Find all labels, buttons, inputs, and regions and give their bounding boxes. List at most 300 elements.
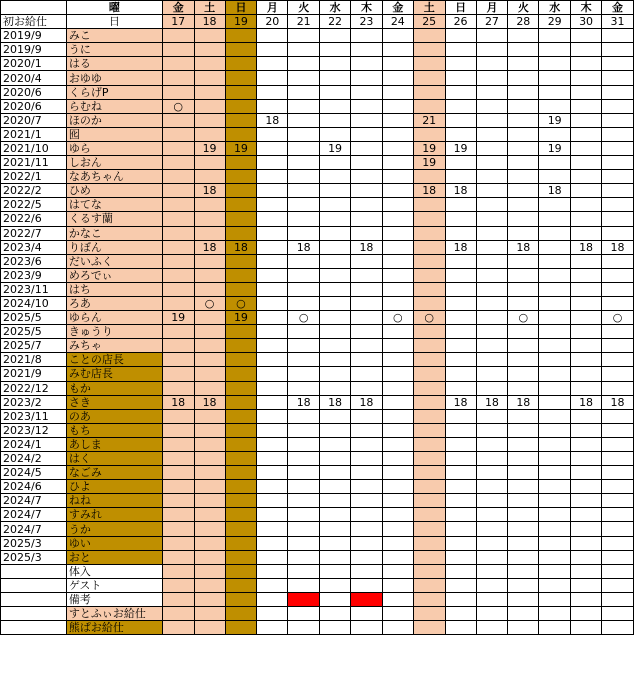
schedule-cell[interactable] — [445, 466, 476, 480]
schedule-cell[interactable] — [476, 29, 508, 43]
schedule-cell[interactable] — [602, 57, 634, 71]
schedule-cell[interactable] — [351, 254, 383, 268]
schedule-cell[interactable] — [288, 607, 320, 621]
schedule-cell[interactable]: 18 — [194, 240, 225, 254]
schedule-cell[interactable] — [539, 508, 571, 522]
schedule-cell[interactable] — [225, 254, 257, 268]
schedule-cell[interactable] — [351, 156, 383, 170]
schedule-cell[interactable] — [508, 43, 539, 57]
schedule-cell[interactable] — [539, 170, 571, 184]
remark-marker[interactable] — [351, 592, 383, 606]
schedule-cell[interactable] — [225, 212, 257, 226]
schedule-cell[interactable] — [351, 508, 383, 522]
schedule-cell[interactable] — [194, 607, 225, 621]
schedule-cell[interactable] — [351, 325, 383, 339]
schedule-cell[interactable] — [320, 296, 351, 310]
schedule-cell[interactable] — [508, 226, 539, 240]
schedule-cell[interactable] — [571, 466, 602, 480]
schedule-cell[interactable] — [257, 268, 288, 282]
schedule-cell[interactable] — [382, 437, 413, 451]
schedule-cell[interactable] — [162, 522, 194, 536]
schedule-cell[interactable] — [382, 325, 413, 339]
schedule-cell[interactable] — [288, 212, 320, 226]
schedule-cell[interactable] — [162, 57, 194, 71]
schedule-cell[interactable] — [351, 381, 383, 395]
schedule-cell[interactable] — [602, 437, 634, 451]
schedule-cell[interactable] — [539, 466, 571, 480]
schedule-cell[interactable] — [162, 494, 194, 508]
schedule-cell[interactable] — [445, 409, 476, 423]
schedule-cell[interactable] — [413, 423, 445, 437]
schedule-cell[interactable] — [602, 423, 634, 437]
schedule-cell[interactable] — [413, 296, 445, 310]
schedule-cell[interactable] — [445, 353, 476, 367]
schedule-cell[interactable] — [162, 437, 194, 451]
schedule-cell[interactable] — [571, 437, 602, 451]
schedule-cell[interactable] — [571, 578, 602, 592]
schedule-cell[interactable] — [162, 184, 194, 198]
schedule-cell[interactable] — [382, 522, 413, 536]
schedule-cell[interactable] — [257, 480, 288, 494]
schedule-cell[interactable] — [571, 339, 602, 353]
schedule-cell[interactable] — [225, 353, 257, 367]
schedule-cell[interactable] — [508, 550, 539, 564]
schedule-cell[interactable] — [539, 550, 571, 564]
schedule-cell[interactable] — [288, 353, 320, 367]
schedule-cell[interactable] — [194, 226, 225, 240]
schedule-cell[interactable] — [539, 254, 571, 268]
schedule-cell[interactable] — [194, 254, 225, 268]
schedule-cell[interactable] — [476, 550, 508, 564]
schedule-cell[interactable] — [194, 71, 225, 85]
schedule-cell[interactable] — [508, 296, 539, 310]
schedule-cell[interactable] — [571, 325, 602, 339]
schedule-cell[interactable] — [508, 592, 539, 606]
schedule-cell[interactable] — [413, 282, 445, 296]
schedule-cell[interactable]: ○ — [602, 311, 634, 325]
schedule-cell[interactable] — [382, 71, 413, 85]
schedule-cell[interactable] — [194, 339, 225, 353]
schedule-cell[interactable] — [351, 99, 383, 113]
schedule-cell[interactable] — [225, 508, 257, 522]
schedule-cell[interactable]: 18 — [351, 240, 383, 254]
schedule-cell[interactable] — [602, 564, 634, 578]
schedule-cell[interactable] — [445, 452, 476, 466]
schedule-cell[interactable] — [351, 452, 383, 466]
schedule-cell[interactable] — [382, 367, 413, 381]
schedule-cell[interactable] — [257, 212, 288, 226]
schedule-cell[interactable]: ○ — [288, 311, 320, 325]
schedule-cell[interactable] — [351, 466, 383, 480]
schedule-cell[interactable] — [225, 564, 257, 578]
schedule-cell[interactable] — [539, 494, 571, 508]
schedule-cell[interactable] — [351, 494, 383, 508]
schedule-cell[interactable] — [602, 578, 634, 592]
schedule-cell[interactable] — [476, 536, 508, 550]
schedule-cell[interactable] — [257, 85, 288, 99]
schedule-cell[interactable] — [320, 226, 351, 240]
schedule-cell[interactable] — [445, 268, 476, 282]
schedule-cell[interactable] — [351, 43, 383, 57]
schedule-cell[interactable] — [539, 71, 571, 85]
schedule-cell[interactable] — [413, 99, 445, 113]
schedule-cell[interactable] — [571, 353, 602, 367]
schedule-cell[interactable] — [602, 268, 634, 282]
schedule-cell[interactable] — [382, 564, 413, 578]
schedule-cell[interactable] — [508, 198, 539, 212]
schedule-cell[interactable] — [413, 198, 445, 212]
schedule-cell[interactable] — [225, 480, 257, 494]
schedule-cell[interactable] — [571, 156, 602, 170]
schedule-cell[interactable] — [602, 113, 634, 127]
schedule-cell[interactable] — [413, 268, 445, 282]
schedule-cell[interactable] — [476, 522, 508, 536]
schedule-cell[interactable] — [602, 170, 634, 184]
schedule-cell[interactable] — [539, 325, 571, 339]
schedule-cell[interactable] — [351, 311, 383, 325]
schedule-cell[interactable] — [225, 184, 257, 198]
schedule-cell[interactable] — [320, 339, 351, 353]
schedule-cell[interactable] — [602, 254, 634, 268]
schedule-cell[interactable] — [476, 71, 508, 85]
schedule-cell[interactable] — [539, 268, 571, 282]
schedule-cell[interactable] — [382, 57, 413, 71]
schedule-cell[interactable] — [194, 43, 225, 57]
schedule-cell[interactable] — [351, 198, 383, 212]
schedule-cell[interactable] — [539, 57, 571, 71]
schedule-cell[interactable] — [288, 254, 320, 268]
schedule-cell[interactable] — [508, 409, 539, 423]
schedule-cell[interactable] — [539, 311, 571, 325]
schedule-cell[interactable] — [320, 621, 351, 635]
schedule-cell[interactable] — [320, 550, 351, 564]
schedule-cell[interactable] — [508, 57, 539, 71]
schedule-cell[interactable] — [351, 113, 383, 127]
schedule-cell[interactable] — [382, 240, 413, 254]
schedule-cell[interactable] — [413, 57, 445, 71]
schedule-cell[interactable] — [571, 508, 602, 522]
schedule-cell[interactable]: 18 — [413, 184, 445, 198]
schedule-cell[interactable] — [351, 480, 383, 494]
schedule-cell[interactable] — [288, 522, 320, 536]
schedule-cell[interactable] — [320, 409, 351, 423]
schedule-cell[interactable] — [351, 212, 383, 226]
schedule-cell[interactable] — [225, 536, 257, 550]
schedule-cell[interactable] — [476, 466, 508, 480]
schedule-cell[interactable] — [476, 592, 508, 606]
schedule-cell[interactable] — [320, 113, 351, 127]
schedule-cell[interactable] — [162, 296, 194, 310]
schedule-cell[interactable]: 18 — [571, 240, 602, 254]
schedule-cell[interactable] — [162, 452, 194, 466]
schedule-cell[interactable] — [476, 282, 508, 296]
schedule-cell[interactable] — [602, 508, 634, 522]
schedule-cell[interactable] — [413, 536, 445, 550]
schedule-cell[interactable] — [539, 156, 571, 170]
schedule-cell[interactable] — [382, 578, 413, 592]
schedule-cell[interactable] — [413, 212, 445, 226]
schedule-cell[interactable] — [162, 409, 194, 423]
schedule-cell[interactable] — [288, 367, 320, 381]
schedule-cell[interactable] — [351, 296, 383, 310]
schedule-cell[interactable] — [288, 508, 320, 522]
schedule-cell[interactable] — [508, 71, 539, 85]
schedule-cell[interactable] — [257, 494, 288, 508]
schedule-cell[interactable] — [476, 184, 508, 198]
schedule-cell[interactable] — [571, 57, 602, 71]
schedule-cell[interactable] — [162, 480, 194, 494]
schedule-cell[interactable] — [539, 85, 571, 99]
schedule-cell[interactable] — [571, 522, 602, 536]
schedule-cell[interactable] — [602, 339, 634, 353]
schedule-cell[interactable] — [351, 437, 383, 451]
schedule-cell[interactable] — [413, 29, 445, 43]
schedule-cell[interactable] — [257, 578, 288, 592]
schedule-cell[interactable] — [382, 466, 413, 480]
schedule-cell[interactable] — [351, 564, 383, 578]
schedule-cell[interactable] — [571, 198, 602, 212]
schedule-cell[interactable] — [288, 184, 320, 198]
schedule-cell[interactable] — [288, 57, 320, 71]
schedule-cell[interactable] — [382, 85, 413, 99]
schedule-cell[interactable] — [351, 57, 383, 71]
schedule-cell[interactable] — [602, 607, 634, 621]
schedule-cell[interactable] — [288, 621, 320, 635]
schedule-cell[interactable] — [257, 325, 288, 339]
schedule-cell[interactable] — [320, 170, 351, 184]
schedule-cell[interactable] — [382, 452, 413, 466]
schedule-cell[interactable] — [413, 466, 445, 480]
schedule-cell[interactable] — [539, 564, 571, 578]
schedule-cell[interactable] — [508, 268, 539, 282]
schedule-cell[interactable] — [476, 494, 508, 508]
schedule-cell[interactable] — [476, 254, 508, 268]
schedule-cell[interactable] — [194, 480, 225, 494]
schedule-cell[interactable] — [413, 353, 445, 367]
schedule-cell[interactable] — [225, 170, 257, 184]
schedule-cell[interactable] — [539, 381, 571, 395]
schedule-cell[interactable] — [162, 508, 194, 522]
schedule-cell[interactable] — [320, 240, 351, 254]
schedule-cell[interactable] — [539, 395, 571, 409]
schedule-cell[interactable] — [539, 339, 571, 353]
schedule-cell[interactable] — [413, 127, 445, 141]
schedule-cell[interactable] — [382, 29, 413, 43]
schedule-cell[interactable] — [320, 127, 351, 141]
schedule-cell[interactable] — [351, 607, 383, 621]
schedule-cell[interactable]: ○ — [508, 311, 539, 325]
schedule-cell[interactable] — [382, 395, 413, 409]
schedule-cell[interactable] — [571, 621, 602, 635]
schedule-cell[interactable] — [225, 113, 257, 127]
schedule-cell[interactable] — [508, 536, 539, 550]
schedule-cell[interactable] — [539, 423, 571, 437]
schedule-cell[interactable] — [571, 423, 602, 437]
schedule-cell[interactable]: 18 — [508, 395, 539, 409]
schedule-cell[interactable] — [257, 607, 288, 621]
schedule-cell[interactable] — [539, 592, 571, 606]
schedule-cell[interactable] — [413, 71, 445, 85]
schedule-cell[interactable] — [508, 29, 539, 43]
schedule-cell[interactable] — [257, 43, 288, 57]
schedule-cell[interactable] — [413, 522, 445, 536]
schedule-cell[interactable] — [445, 43, 476, 57]
schedule-cell[interactable] — [413, 452, 445, 466]
schedule-cell[interactable] — [288, 409, 320, 423]
schedule-cell[interactable] — [476, 423, 508, 437]
schedule-cell[interactable] — [257, 437, 288, 451]
schedule-cell[interactable] — [508, 508, 539, 522]
schedule-cell[interactable] — [602, 550, 634, 564]
schedule-cell[interactable] — [602, 127, 634, 141]
schedule-cell[interactable] — [288, 578, 320, 592]
schedule-cell[interactable] — [571, 296, 602, 310]
schedule-cell[interactable] — [257, 423, 288, 437]
schedule-cell[interactable] — [320, 522, 351, 536]
schedule-cell[interactable] — [602, 296, 634, 310]
schedule-cell[interactable] — [602, 409, 634, 423]
schedule-cell[interactable]: 19 — [413, 141, 445, 155]
schedule-cell[interactable] — [194, 494, 225, 508]
schedule-cell[interactable] — [288, 141, 320, 155]
schedule-cell[interactable] — [602, 480, 634, 494]
schedule-cell[interactable] — [382, 550, 413, 564]
schedule-cell[interactable] — [162, 198, 194, 212]
schedule-cell[interactable] — [539, 127, 571, 141]
schedule-cell[interactable] — [162, 127, 194, 141]
schedule-cell[interactable] — [194, 29, 225, 43]
schedule-cell[interactable] — [382, 282, 413, 296]
schedule-cell[interactable] — [445, 621, 476, 635]
schedule-cell[interactable]: ○ — [194, 296, 225, 310]
schedule-cell[interactable] — [413, 592, 445, 606]
schedule-cell[interactable] — [571, 141, 602, 155]
schedule-cell[interactable]: 19 — [445, 141, 476, 155]
schedule-cell[interactable] — [225, 550, 257, 564]
schedule-cell[interactable]: 18 — [257, 113, 288, 127]
schedule-cell[interactable] — [194, 592, 225, 606]
schedule-cell[interactable]: 18 — [194, 184, 225, 198]
schedule-cell[interactable] — [571, 550, 602, 564]
schedule-cell[interactable] — [257, 141, 288, 155]
schedule-cell[interactable] — [476, 198, 508, 212]
schedule-cell[interactable] — [571, 381, 602, 395]
schedule-cell[interactable] — [413, 339, 445, 353]
schedule-cell[interactable] — [413, 85, 445, 99]
schedule-cell[interactable] — [476, 621, 508, 635]
schedule-cell[interactable] — [162, 71, 194, 85]
schedule-cell[interactable] — [508, 437, 539, 451]
schedule-cell[interactable] — [162, 564, 194, 578]
schedule-cell[interactable] — [476, 57, 508, 71]
schedule-cell[interactable] — [288, 99, 320, 113]
schedule-cell[interactable] — [288, 494, 320, 508]
schedule-cell[interactable]: 18 — [162, 395, 194, 409]
schedule-cell[interactable] — [445, 254, 476, 268]
schedule-cell[interactable] — [194, 522, 225, 536]
schedule-cell[interactable] — [257, 198, 288, 212]
schedule-cell[interactable] — [351, 409, 383, 423]
schedule-cell[interactable] — [571, 282, 602, 296]
schedule-cell[interactable] — [571, 254, 602, 268]
schedule-cell[interactable] — [194, 409, 225, 423]
schedule-cell[interactable] — [225, 367, 257, 381]
schedule-cell[interactable] — [382, 607, 413, 621]
schedule-cell[interactable] — [225, 494, 257, 508]
schedule-cell[interactable]: 18 — [571, 395, 602, 409]
schedule-cell[interactable] — [194, 156, 225, 170]
schedule-cell[interactable] — [257, 522, 288, 536]
schedule-cell[interactable]: 19 — [320, 141, 351, 155]
schedule-cell[interactable] — [257, 353, 288, 367]
schedule-cell[interactable] — [225, 395, 257, 409]
schedule-cell[interactable] — [288, 423, 320, 437]
schedule-cell[interactable]: ○ — [413, 311, 445, 325]
schedule-cell[interactable] — [382, 268, 413, 282]
schedule-cell[interactable]: 19 — [225, 141, 257, 155]
schedule-cell[interactable] — [413, 437, 445, 451]
schedule-cell[interactable] — [382, 212, 413, 226]
schedule-cell[interactable] — [225, 99, 257, 113]
schedule-cell[interactable] — [539, 522, 571, 536]
schedule-cell[interactable] — [320, 99, 351, 113]
schedule-cell[interactable] — [351, 268, 383, 282]
schedule-cell[interactable] — [194, 508, 225, 522]
schedule-cell[interactable] — [194, 367, 225, 381]
schedule-cell[interactable] — [508, 141, 539, 155]
schedule-cell[interactable] — [413, 367, 445, 381]
schedule-cell[interactable] — [351, 339, 383, 353]
schedule-cell[interactable] — [382, 226, 413, 240]
schedule-cell[interactable] — [539, 43, 571, 57]
schedule-cell[interactable] — [288, 437, 320, 451]
schedule-cell[interactable] — [571, 564, 602, 578]
schedule-cell[interactable] — [445, 480, 476, 494]
schedule-cell[interactable]: 19 — [162, 311, 194, 325]
schedule-cell[interactable] — [602, 282, 634, 296]
schedule-cell[interactable] — [351, 522, 383, 536]
schedule-cell[interactable] — [602, 226, 634, 240]
schedule-cell[interactable] — [257, 71, 288, 85]
schedule-cell[interactable] — [320, 268, 351, 282]
schedule-cell[interactable] — [508, 339, 539, 353]
schedule-cell[interactable] — [445, 367, 476, 381]
schedule-cell[interactable] — [571, 494, 602, 508]
schedule-cell[interactable] — [539, 578, 571, 592]
schedule-cell[interactable] — [288, 170, 320, 184]
schedule-cell[interactable] — [602, 141, 634, 155]
schedule-cell[interactable] — [508, 85, 539, 99]
schedule-cell[interactable] — [257, 339, 288, 353]
schedule-cell[interactable] — [382, 536, 413, 550]
schedule-cell[interactable] — [539, 621, 571, 635]
schedule-cell[interactable] — [194, 466, 225, 480]
schedule-cell[interactable] — [571, 99, 602, 113]
schedule-cell[interactable] — [288, 339, 320, 353]
schedule-cell[interactable] — [257, 452, 288, 466]
schedule-cell[interactable] — [162, 141, 194, 155]
schedule-cell[interactable] — [413, 607, 445, 621]
schedule-cell[interactable] — [194, 452, 225, 466]
schedule-cell[interactable] — [413, 240, 445, 254]
schedule-cell[interactable] — [508, 621, 539, 635]
schedule-cell[interactable] — [539, 29, 571, 43]
schedule-cell[interactable] — [194, 550, 225, 564]
schedule-cell[interactable] — [476, 141, 508, 155]
schedule-cell[interactable]: 18 — [539, 184, 571, 198]
schedule-cell[interactable] — [476, 578, 508, 592]
schedule-cell[interactable] — [225, 156, 257, 170]
